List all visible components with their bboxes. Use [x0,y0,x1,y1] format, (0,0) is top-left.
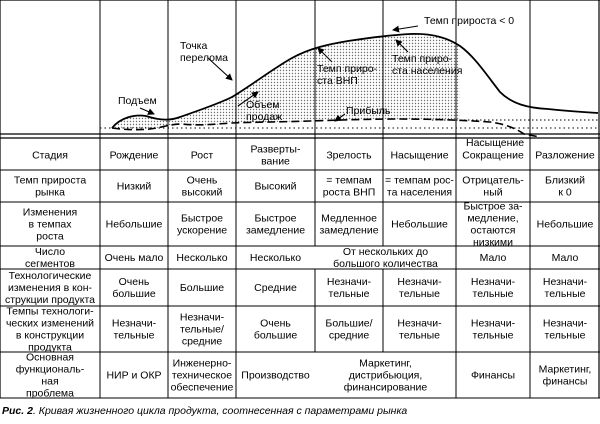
row-5-cell-6-line: тельные [472,329,514,342]
row-1-cell-7 [545,175,585,199]
label-sales-volume: Объем продаж [246,99,283,123]
row-1-cell-6-line: Отрицатель- [462,174,524,187]
row-5-cell-3-line: большие [253,329,298,342]
row-5-cell-6-line: Незначи- [470,317,516,330]
row-5-cell-3 [254,318,298,342]
stage-cell-3 [251,144,301,168]
row-header-6-line: Основная [26,351,74,364]
row-2-cell-6-line: Быстрое за- [463,200,523,213]
stage-cell-1 [110,150,159,162]
annotation-labels [118,15,524,149]
row-5-cell-5-line: тельные [399,329,440,342]
row-6-cell-6-line: Маркетинг, [538,363,592,376]
row-header-1-line: Темп прироста [13,174,87,187]
label-turning-point: Точка перелома [180,40,228,64]
row-header-3-line: Число [34,246,66,258]
row-4-cell-1-line: Очень [118,276,150,288]
row-5-cell-7 [543,318,588,342]
caption-text: . Кривая жизненного цикла продукта, соотнесенная с параметрами рынка [32,405,408,417]
row-4-cell-1 [112,276,156,300]
row-3-cell-4-line: большого количества [333,258,438,270]
row-6-cell-6-line: финансы [542,375,588,388]
row-5-cell-1 [112,318,157,342]
row-5-cell-2-line: Незначи- [179,311,225,324]
row-header-2 [23,207,77,243]
row-2-cell-6-line: остаются [470,224,516,237]
row-5-cell-4 [325,318,372,342]
row-header-6 [16,352,85,400]
row-6-cell-6 [539,364,592,388]
row-5-cell-5-line: Незначи- [397,317,442,330]
row-1-cell-6 [462,175,524,199]
row-header-3 [25,246,75,270]
row-header-4-line: изменения в кон- [8,282,92,294]
row-4-cell-7-line: тельные [544,288,586,300]
stage-cell-7 [535,150,595,162]
row-4-cell-7 [543,276,588,300]
label-saturation: Насыщение [466,137,525,149]
row-header-1 [14,175,86,199]
row-2-cell-3-line: Быстрое [254,212,297,225]
label-rise: Подъем [118,95,157,107]
row-3-cell-5 [480,252,507,264]
row-2-cell-6 [463,201,523,249]
stage-cell-1-line: Рождение [109,149,159,162]
row-2-cell-1-line: Небольшие [105,218,163,231]
row-1-cell-3-line: Высокий [254,180,297,193]
stage-cell-7-line: Разложение [535,149,595,162]
row-3-cell-4-line: От нескольких до [342,246,429,258]
row-5-cell-3-line: Очень [260,317,291,330]
row-header-4 [5,270,95,306]
row-4-cell-2 [180,282,224,294]
stage-header-line: Стадия [32,149,68,162]
row-5-cell-1-line: тельные [113,329,155,342]
row-6-cell-5 [471,370,515,382]
row-header-5-line: продукта [28,341,72,354]
row-header-2-line: в темпах [28,218,72,231]
row-1-cell-5 [385,175,454,199]
row-6-cell-4-line: финансирование [343,381,428,394]
row-4-cell-5 [397,276,442,300]
row-2-cell-7-line: Небольшие [536,218,594,231]
row-header-5 [6,306,94,354]
row-4-cell-4 [327,276,372,300]
row-4-cell-5-line: тельные [399,288,440,300]
stage-cell-3-line: Разверты- [250,143,301,156]
row-2-cell-2 [177,213,227,237]
row-header-1-line: рынка [35,186,65,199]
row-1-cell-2-line: высокий [181,186,223,199]
label-gnp-growth: Темп приро- ста ВНП [317,63,378,87]
row-header-6-line: проблема [26,387,74,400]
label-growth-lt-zero: Темп прироста < 0 [424,15,515,27]
row-2-cell-3 [246,213,305,237]
caption-label: Рис. 2 [2,405,33,417]
stage-cell-2-line: Рост [190,149,214,162]
stage-header [32,150,68,162]
row-6-cell-2-line: Инженерно- [172,357,232,370]
row-3-cell-2 [176,252,227,264]
lifecycle-table [5,144,595,400]
row-3-cell-2-line: Несколько [176,252,228,264]
row-1-cell-3 [254,181,296,193]
row-header-2-line: Изменения [22,206,78,219]
stage-cell-4-line: Зрелость [326,149,372,162]
row-5-cell-7-line: Незначи- [542,317,588,330]
row-5-cell-2-line: средние [181,335,223,348]
row-6-cell-3 [241,370,310,382]
row-1-cell-4 [323,175,376,199]
row-3-cell-4 [333,246,438,270]
row-4-cell-6-line: тельные [472,288,514,300]
row-5-cell-7-line: тельные [544,329,586,342]
row-3-cell-6 [552,252,579,264]
row-4-cell-6-line: Незначи- [470,276,516,288]
row-2-cell-4-line: Медленное [321,212,377,225]
row-1-cell-6-line: ный [483,186,503,199]
row-5-cell-1-line: Незначи- [111,317,157,330]
row-5-cell-6 [471,318,516,342]
row-6-cell-1 [106,370,161,382]
row-2-cell-5 [391,219,448,231]
row-header-6-line: функциональ- [15,363,85,376]
row-header-5-line: Темпы технологи- [6,305,94,318]
row-6-cell-3-line: Производство [241,369,310,382]
row-6-cell-2 [171,358,234,394]
row-header-2-line: роста [36,230,64,243]
row-3-cell-6-line: Мало [551,252,579,264]
row-5-cell-4-line: средние [328,329,370,342]
row-5-cell-4-line: Большие/ [325,317,373,330]
row-6-cell-1-line: НИР и ОКР [106,369,162,382]
row-4-cell-7-line: Незначи- [542,276,588,288]
row-2-cell-4-line: замедление [319,224,379,237]
figure-caption [2,405,598,417]
row-5-cell-2-line: тельные/ [180,323,224,336]
row-4-cell-1-line: большие [112,288,156,300]
row-2-cell-2-line: ускорение [176,224,228,237]
row-4-cell-3 [254,282,297,294]
row-4-cell-5-line: Незначи- [397,276,442,288]
label-profit: Прибыль [346,105,391,117]
stage-cell-4 [326,150,372,162]
row-header-5-line: в конструкции [15,329,85,342]
row-header-6-line: ная [41,375,59,388]
row-5-cell-2 [180,312,225,348]
row-6-cell-5-line: Финансы [470,369,516,382]
row-1-cell-5-line: та населения [386,186,453,199]
row-1-cell-4-line: = темпам [326,174,372,187]
row-1-cell-4-line: роста ВНП [322,186,376,199]
row-3-cell-1-line: Очень мало [104,252,164,264]
arrow-growth-lt-zero [393,26,418,30]
row-1-cell-2 [182,175,223,199]
row-4-cell-2-line: Большие [179,282,225,294]
row-3-cell-3 [250,252,301,264]
row-6-cell-4 [344,358,428,394]
row-header-4-line: Технологические [8,270,92,282]
row-2-cell-5-line: Небольшие [391,218,448,231]
row-6-cell-2-line: обеспечение [170,381,234,394]
stage-cell-6 [462,150,524,162]
row-2-cell-2-line: Быстрое [180,212,224,225]
row-6-cell-2-line: техническое [171,369,233,382]
stage-cell-2 [191,150,214,162]
row-6-cell-4-line: дистрибьюция, [348,369,423,382]
row-6-cell-4-line: Маркетинг, [359,357,412,370]
stage-cell-5 [390,150,448,162]
row-4-cell-6 [471,276,516,300]
row-2-cell-7 [537,219,594,231]
row-1-cell-2-line: Очень [186,174,218,187]
row-4-cell-4-line: тельные [328,288,370,300]
row-header-4-line: струкции продукта [4,294,96,306]
row-2-cell-4 [319,213,378,237]
row-3-cell-5-line: Мало [479,252,507,264]
row-5-cell-5 [397,318,442,342]
row-2-cell-6-line: медление, [467,212,519,225]
row-4-cell-3-line: Средние [254,282,297,294]
arrow-rise [140,108,154,114]
row-3-cell-1 [105,252,164,264]
row-1-cell-7-line: к 0 [558,186,572,199]
row-2-cell-6-line: низкими [472,236,514,249]
stage-cell-6-line: Сокращение [462,149,524,162]
row-1-cell-5-line: = темпам рос- [385,174,454,187]
row-header-3-line: сегментов [25,258,75,270]
row-1-cell-1-line: Низкий [116,180,152,193]
row-1-cell-7-line: Близкий [545,174,585,187]
stage-cell-3-line: вание [261,155,290,168]
label-population-growth: Темп приро- ста населения [392,53,463,77]
row-2-cell-1 [106,219,163,231]
stage-cell-5-line: Насыщение [390,149,449,162]
row-header-5-line: ческих изменений [5,317,95,330]
row-1-cell-1 [117,181,152,193]
row-2-cell-3-line: замедление [245,224,306,237]
row-3-cell-3-line: Несколько [249,252,302,264]
row-4-cell-4-line: Незначи- [326,276,372,288]
